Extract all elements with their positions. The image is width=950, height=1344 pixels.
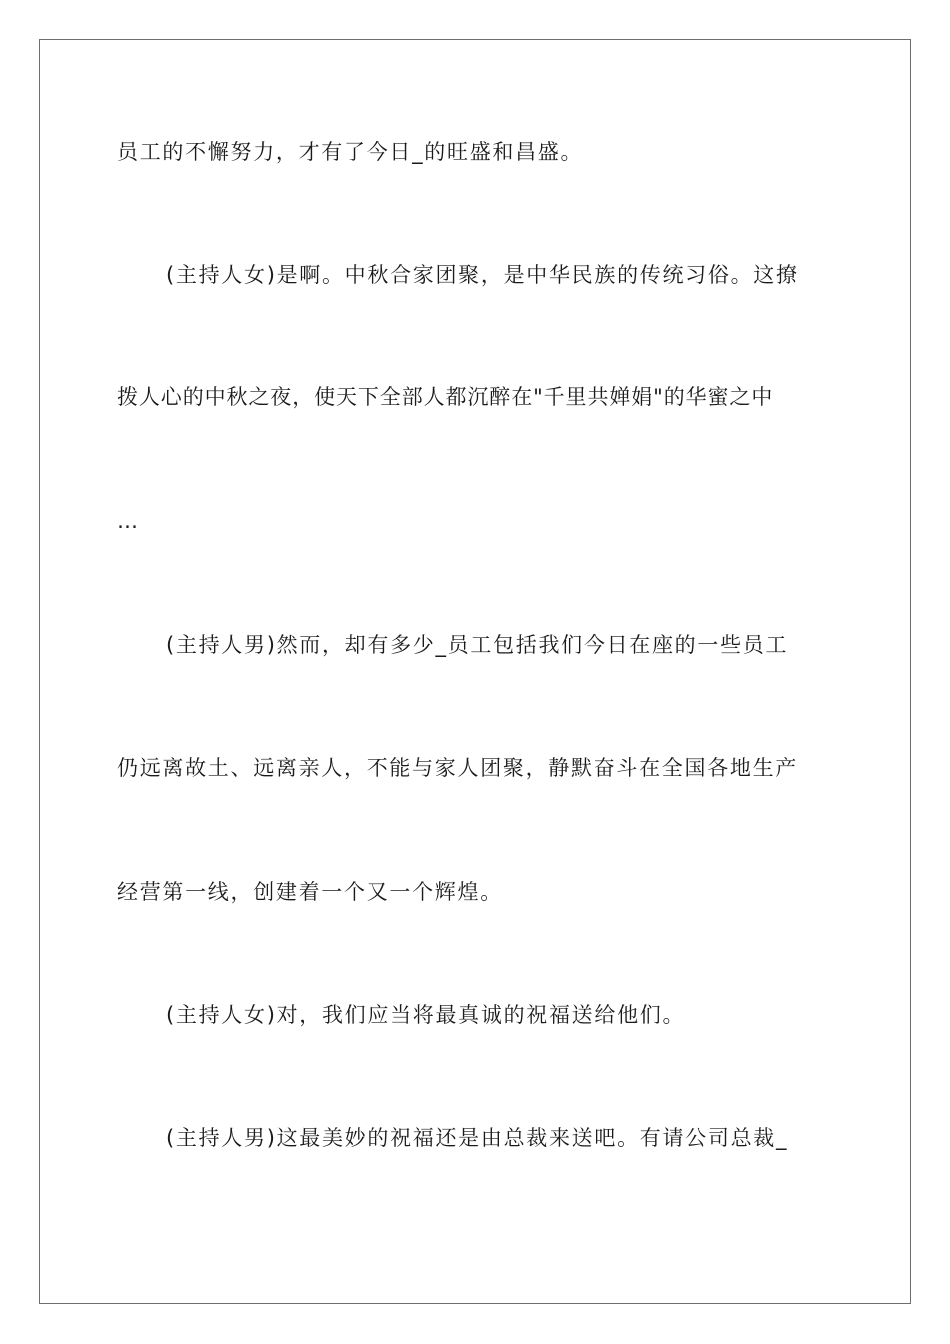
text-line-6: 仍远离故土、远离亲人，不能与家人团聚，静默奋斗在全国各地生产 bbox=[117, 756, 798, 780]
text-line-1: 员工的不懈努力，才有了今日_的旺盛和昌盛。 bbox=[117, 140, 584, 164]
text-line-8: (主持人女)对，我们应当将最真诚的祝福送给他们。 bbox=[166, 1003, 686, 1027]
text-line-5: (主持人男)然而，却有多少_员工包括我们今日在座的一些员工 bbox=[166, 633, 789, 657]
text-line-9: (主持人男)这最美妙的祝福还是由总裁来送吧。有请公司总裁_ bbox=[166, 1126, 789, 1150]
text-line-7: 经营第一线，创建着一个又一个辉煌。 bbox=[117, 880, 503, 904]
text-line-2: (主持人女)是啊。中秋合家团聚，是中华民族的传统习俗。这撩 bbox=[166, 263, 799, 287]
page-frame bbox=[39, 39, 911, 1304]
text-line-4: … bbox=[117, 509, 140, 533]
text-line-3: 拨人心的中秋之夜，使天下全部人都沉醉在"千里共婵娟"的华蜜之中 bbox=[117, 385, 774, 409]
